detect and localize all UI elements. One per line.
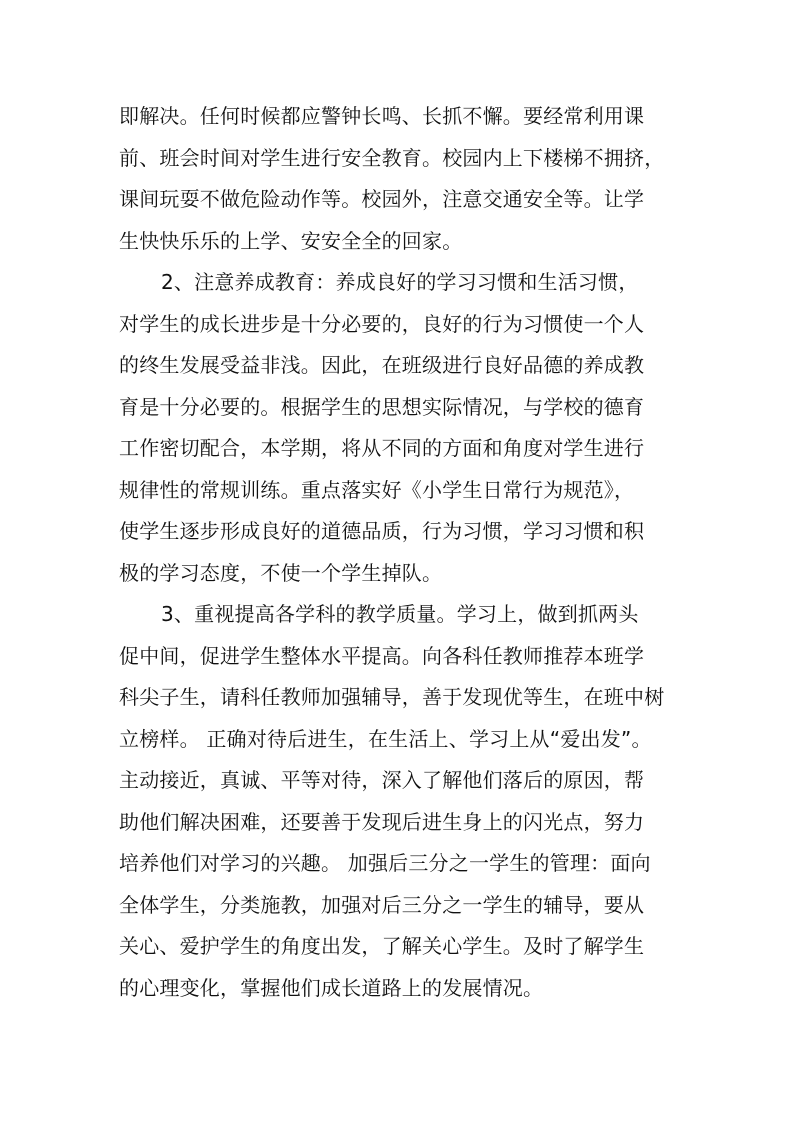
text-line: 全体学生，分类施教，加强对后三分之一学生的辅导，要从 [119, 892, 645, 917]
text-line: 即解决。任何时候都应警钟长鸣、长抓不懈。要经常利用课 [119, 104, 645, 128]
text-line: 关心、爱护学生的角度出发，了解关心学生。及时了解学生 [119, 934, 645, 958]
text-line: 主动接近，真诚、平等对待，深入了解他们落后的原因，帮 [119, 768, 645, 792]
text-line: 规律性的常规训练。重点落实好《小学生日常行为规范》， [119, 477, 635, 502]
text-line: 助他们解决困难，还要善于发现后进生身上的闪光点，努力 [119, 809, 645, 834]
text-line: 工作密切配合，本学期，将从不同的方面和角度对学生进行 [119, 436, 645, 460]
text-line: 的终生发展受益非浅。因此，在班级进行良好品德的养成教 [119, 353, 645, 377]
text-line: 的心理变化，掌握他们成长道路上的发展情况。 [119, 975, 544, 1000]
text-line: 极的学习态度，不使一个学生掉队。 [119, 560, 443, 585]
text-line: 促中间，促进学生整体水平提高。向各科任教师推荐本班学 [119, 643, 645, 668]
paragraph-start-line: 2、注意养成教育：养成良好的学习习惯和生活习惯， [161, 270, 639, 294]
document-body [119, 96, 689, 1009]
text-line: 育是十分必要的。根据学生的思想实际情况，与学校的德育 [119, 394, 645, 419]
text-line: 课间玩耍不做危险动作等。校园外，注意交通安全等。让学 [119, 187, 645, 211]
text-line: 培养他们对学习的兴趣。 加强后三分之一学生的管理：面向 [119, 851, 651, 875]
text-line: 对学生的成长进步是十分必要的，良好的行为习惯使一个人 [119, 311, 645, 336]
text-line: 立榜样。 正确对待后进生，在生活上、学习上从“爱出发”。 [119, 726, 652, 751]
paragraph-start-line: 3、重视提高各学科的教学质量。学习上，做到抓两头 [161, 602, 639, 626]
text-line: 使学生逐步形成良好的道德品质，行为习惯，学习习惯和积 [119, 519, 645, 543]
text-line: 科尖子生，请科任教师加强辅导，善于发现优等生，在班中树 [119, 685, 665, 709]
text-line: 前、班会时间对学生进行安全教育。校园内上下楼梯不拥挤， [119, 145, 665, 170]
text-line: 生快快乐乐的上学、安安全全的回家。 [119, 228, 463, 253]
